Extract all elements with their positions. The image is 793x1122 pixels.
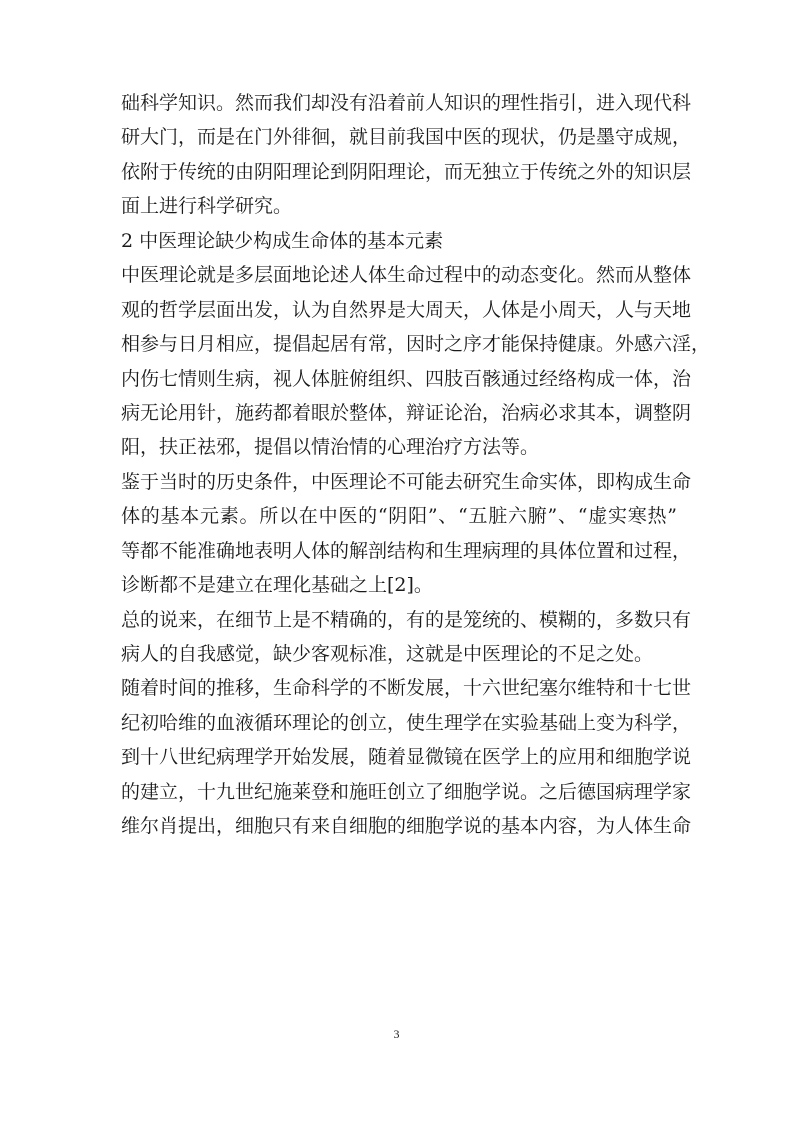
- text-line: 到十八世纪病理学开始发展，随着显微镜在医学上的应用和细胞学说: [121, 746, 692, 769]
- text-line: 的建立，十九世纪施莱登和施旺创立了细胞学说。之后德国病理学家: [121, 780, 692, 803]
- page-number: 3: [393, 1027, 400, 1041]
- text-line: 总的说来，在细节上是不精确的，有的是笼统的、模糊的，多数只有: [121, 608, 692, 631]
- text-line: 维尔肖提出，细胞只有来自细胞的细胞学说的基本内容，为人体生命: [121, 815, 692, 838]
- text-line: 础科学知识。然而我们却没有沿着前人知识的理性指引，进入现代科: [121, 92, 692, 114]
- text-line: 中医理论就是多层面地论述人体生命过程中的动态变化。然而从整体: [121, 264, 692, 287]
- text-line: 病人的自我感觉，缺少客观标准，这就是中医理论的不足之处。: [121, 643, 654, 665]
- text-line: 体的基本元素。所以在中医的“阴阳”、“五脏六腑”、“虚实寒热”: [121, 505, 677, 528]
- text-line: 病无论用针，施药都着眼於整体，辩证论治，治病必求其本，调整阴: [121, 401, 692, 424]
- text-line: 等都不能准确地表明人体的解剖结构和生理病理的具体位置和过程，: [121, 539, 692, 562]
- text-line: 内伤七情则生病，视人体脏俯组织、四肢百骸通过经络构成一体，治: [121, 367, 692, 390]
- text-line: 面上进行科学研究。: [121, 195, 293, 218]
- text-line: 随着时间的推移，生命科学的不断发展，十六世纪塞尔维特和十七世: [121, 677, 692, 700]
- text-line: 阳，扶正祛邪，提倡以情治情的心理治疗方法等。: [121, 436, 540, 459]
- text-line: 相参与日月相应，提倡起居有常，因时之序才能保持健康。外感六淫，: [121, 333, 711, 356]
- text-line: 鉴于当时的历史条件，中医理论不可能去研究生命实体，即构成生命: [121, 470, 692, 493]
- text-line: 诊断都不是建立在理化基础之上[2]。: [121, 574, 433, 597]
- text-line: 2 中医理论缺少构成生命体的基本元素: [121, 229, 444, 252]
- page-body: [121, 86, 711, 844]
- text-line: 依附于传统的由阴阳理论到阴阳理论，而无独立于传统之外的知识层: [121, 160, 692, 183]
- text-line: 观的哲学层面出发，认为自然界是大周天，人体是小周天，人与天地: [121, 298, 692, 321]
- text-line: 研大门，而是在门外徘徊，就目前我国中医的现状，仍是墨守成规，: [121, 126, 692, 149]
- text-line: 纪初哈维的血液循环理论的创立，使生理学在实验基础上变为科学，: [121, 711, 692, 734]
